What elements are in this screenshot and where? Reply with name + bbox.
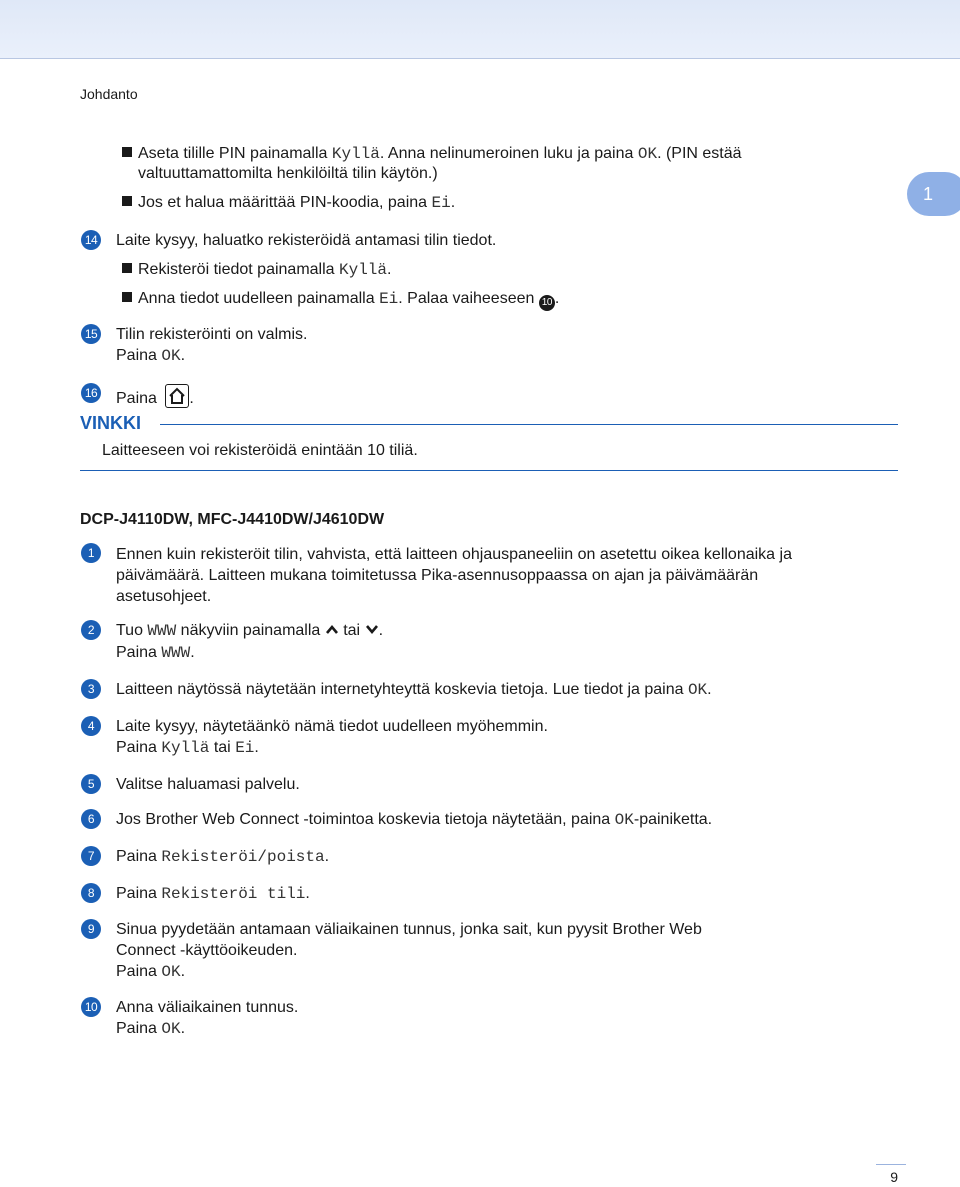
substep-pin-yes: Aseta tilille PIN painamalla Kyllä. Anna nelinumeroinen luku ja paina OK. (PIN estää	[122, 144, 742, 164]
tip-top-rule	[160, 424, 898, 425]
step-reference-10: 10	[539, 295, 555, 311]
step-14-text: Laite kysyy, haluatko rekisteröidä antamasi tilin tiedot.	[116, 232, 497, 249]
chevron-up-icon	[325, 623, 339, 635]
square-bullet-icon	[122, 263, 132, 273]
step-1-line1: Ennen kuin rekisteröit tilin, vahvista, että laitteen ohjauspaneeliin on asetettu oikea kellonaika ja	[116, 546, 792, 563]
substep-register-yes: Rekisteröi tiedot painamalla Kyllä.	[122, 260, 391, 280]
step-15-line2: Paina OK.	[116, 347, 186, 365]
step-10-line1: Anna väliaikainen tunnus.	[116, 999, 299, 1016]
step-number-8: 8	[81, 883, 101, 903]
step-number-4: 4	[81, 716, 101, 736]
step-2-line1: Tuo WWW näkyviin painamalla tai .	[116, 622, 384, 640]
step-15-line1: Tilin rekisteröinti on valmis.	[116, 326, 308, 343]
page-header-band	[0, 0, 960, 59]
step-number-1: 1	[81, 543, 101, 563]
step-number-2: 2	[81, 620, 101, 640]
page-number: 9	[890, 1169, 898, 1185]
step-number-15: 15	[81, 324, 101, 344]
square-bullet-icon	[122, 292, 132, 302]
page-number-rule	[876, 1164, 906, 1165]
chapter-number: 1	[923, 184, 934, 204]
tip-text: Laitteeseen voi rekisteröidä enintään 10 tiliä.	[102, 442, 418, 459]
step-9-line3: Paina OK.	[116, 963, 186, 981]
substep-pin-no: Jos et halua määrittää PIN-koodia, paina Ei.	[122, 193, 455, 213]
step-7-text: Paina Rekisteröi/poista.	[116, 848, 330, 866]
home-icon	[165, 384, 189, 408]
step-6-text: Jos Brother Web Connect -toimintoa koskevia tietoja näytetään, paina OK-painiketta.	[116, 811, 713, 829]
step-number-9: 9	[81, 919, 101, 939]
step-3-text: Laitteen näytössä näytetään internetyhteyttä koskevia tietoja. Lue tiedot ja paina OK.	[116, 681, 712, 699]
step-9-line1: Sinua pyydetään antamaan väliaikainen tunnus, jonka sait, kun pyysit Brother Web	[116, 921, 702, 938]
step-number-5: 5	[81, 774, 101, 794]
step-1-line2: päivämäärä. Laitteen mukana toimitetussa Pika-asennusoppaassa on ajan ja päivämäärän	[116, 567, 759, 584]
step-9-line2: Connect -käyttöoikeuden.	[116, 942, 298, 959]
section-label: Johdanto	[80, 86, 138, 102]
step-4-line1: Laite kysyy, näytetäänkö nämä tiedot uudelleen myöhemmin.	[116, 718, 548, 735]
step-number-6: 6	[81, 809, 101, 829]
substep-register-no: Anna tiedot uudelleen painamalla Ei. Palaa vaiheeseen 10 .	[122, 289, 559, 311]
step-4-line2: Paina Kyllä tai Ei.	[116, 739, 259, 757]
step-number-7: 7	[81, 846, 101, 866]
substep-pin-yes-line2: valtuuttamattomilta henkilöiltä tilin käytön.)	[138, 165, 438, 182]
step-10-line2: Paina OK.	[116, 1020, 186, 1038]
chapter-tab	[907, 172, 960, 216]
step-2-line2: Paina WWW.	[116, 644, 195, 662]
step-number-16: 16	[81, 383, 101, 403]
step-5-text: Valitse haluamasi palvelu.	[116, 776, 300, 793]
step-number-14: 14	[81, 230, 101, 250]
tip-bottom-rule	[80, 470, 898, 471]
square-bullet-icon	[122, 196, 132, 206]
square-bullet-icon	[122, 147, 132, 157]
step-1-line3: asetusohjeet.	[116, 588, 212, 605]
step-number-3: 3	[81, 679, 101, 699]
step-8-text: Paina Rekisteröi tili.	[116, 885, 310, 903]
tip-title: VINKKI	[80, 413, 142, 433]
step-number-10: 10	[81, 997, 101, 1017]
model-heading: DCP-J4110DW, MFC-J4410DW/J4610DW	[80, 511, 385, 528]
chevron-down-icon	[365, 623, 379, 635]
step-16-text: Paina .	[116, 384, 194, 409]
